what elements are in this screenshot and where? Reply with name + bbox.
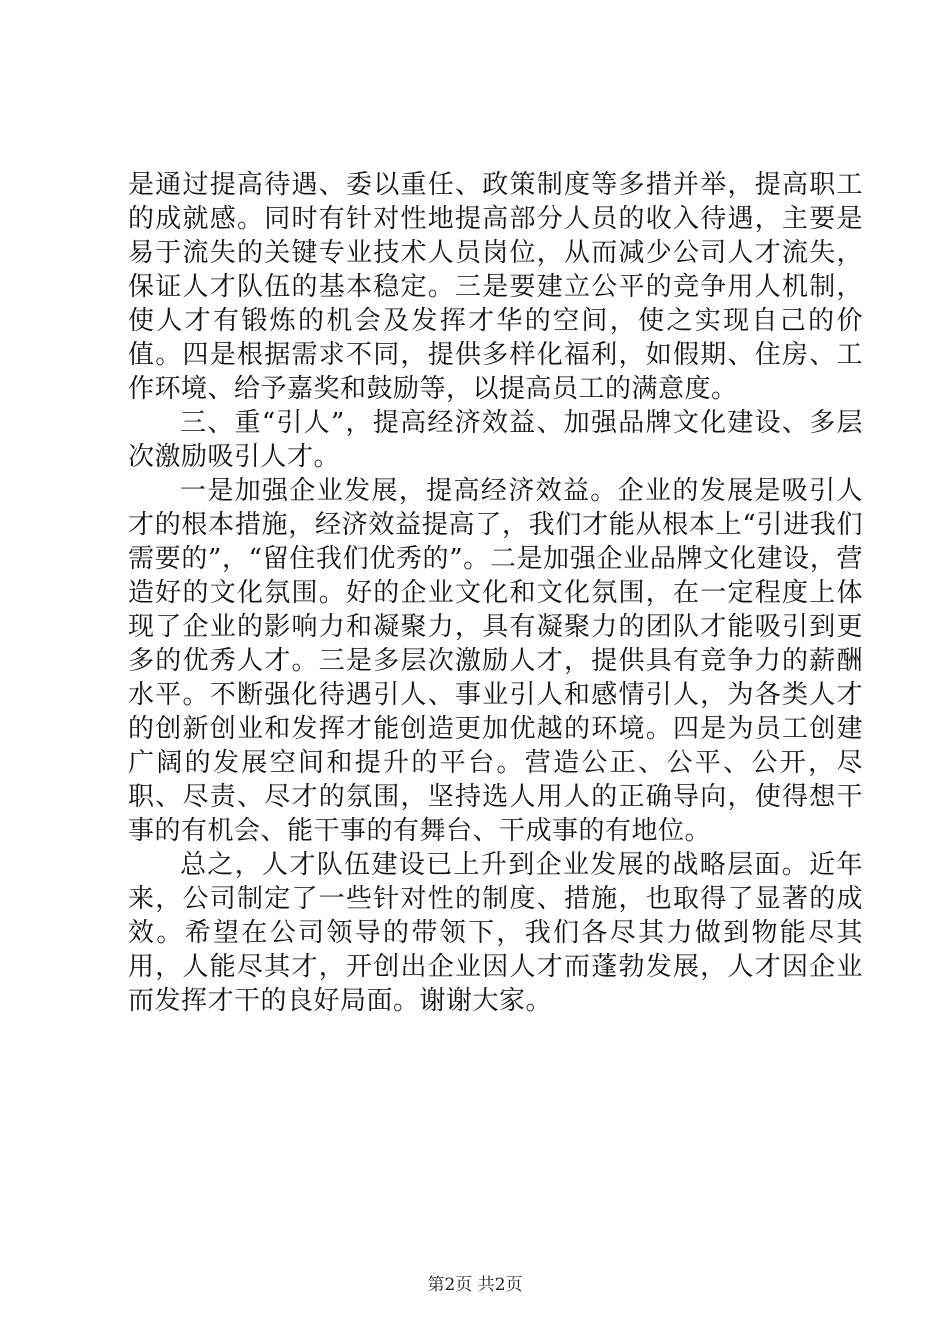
paragraph-continuation: 是通过提高待遇、委以重任、政策制度等多措并举，提高职工的成就感。同时有针对性地提高部分人员的收入待遇，主要是易于流失的关键专业技术人员岗位，从而减少公司人才流失，保证人才队伍的基本稳定。三是要建立公平的竞争用人机制，使人才有锻炼的机会及发挥才华的空间，使之实现自己的价值。四是根据需求不同，提供多样化福利，如假期、住房、工作环境、给予嘉奖和鼓励等，以提高员工的满意度。 xyxy=(128,170,863,404)
page-number-footer: 第2页 共2页 xyxy=(427,1275,523,1295)
section-heading-three: 三、重“引人”，提高经济效益、加强品牌文化建设、多层次激励吸引人才。 xyxy=(128,408,863,472)
paragraph-measures: 一是加强企业发展，提高经济效益。企业的发展是吸引人才的根本措施，经济效益提高了，我们才能从根本上“引进我们需要的”，“留住我们优秀的”。二是加强企业品牌文化建设，营造好的文化氛围。好的企业文化和文化氛围，在一定程度上体现了企业的影响力和凝聚力，具有凝聚力的团队才能吸引到更多的优秀人才。三是多层次激励人才，提供具有竞争力的薪酬水平。不断强化待遇引人、事业引人和感情引人，为各类人才的创新创业和发挥才能创造更加优越的环境。四是为员工创建广阔的发展空间和提升的平台。营造公正、公平、公开，尽职、尽责、尽才的氛围，坚持选人用人的正确导向，使得想干事的有机会、能干事的有舞台、干成事的有地位。 xyxy=(128,476,863,846)
paragraph-conclusion: 总之，人才队伍建设已上升到企业发展的战略层面。近年来，公司制定了一些针对性的制度、措施，也取得了显著的成效。希望在公司领导的带领下，我们各尽其力做到物能尽其用，人能尽其才，开创出企业因人才而蓬勃发展，人才因企业而发挥才干的良好局面。谢谢大家。 xyxy=(128,850,863,1016)
document-body xyxy=(128,168,863,1018)
